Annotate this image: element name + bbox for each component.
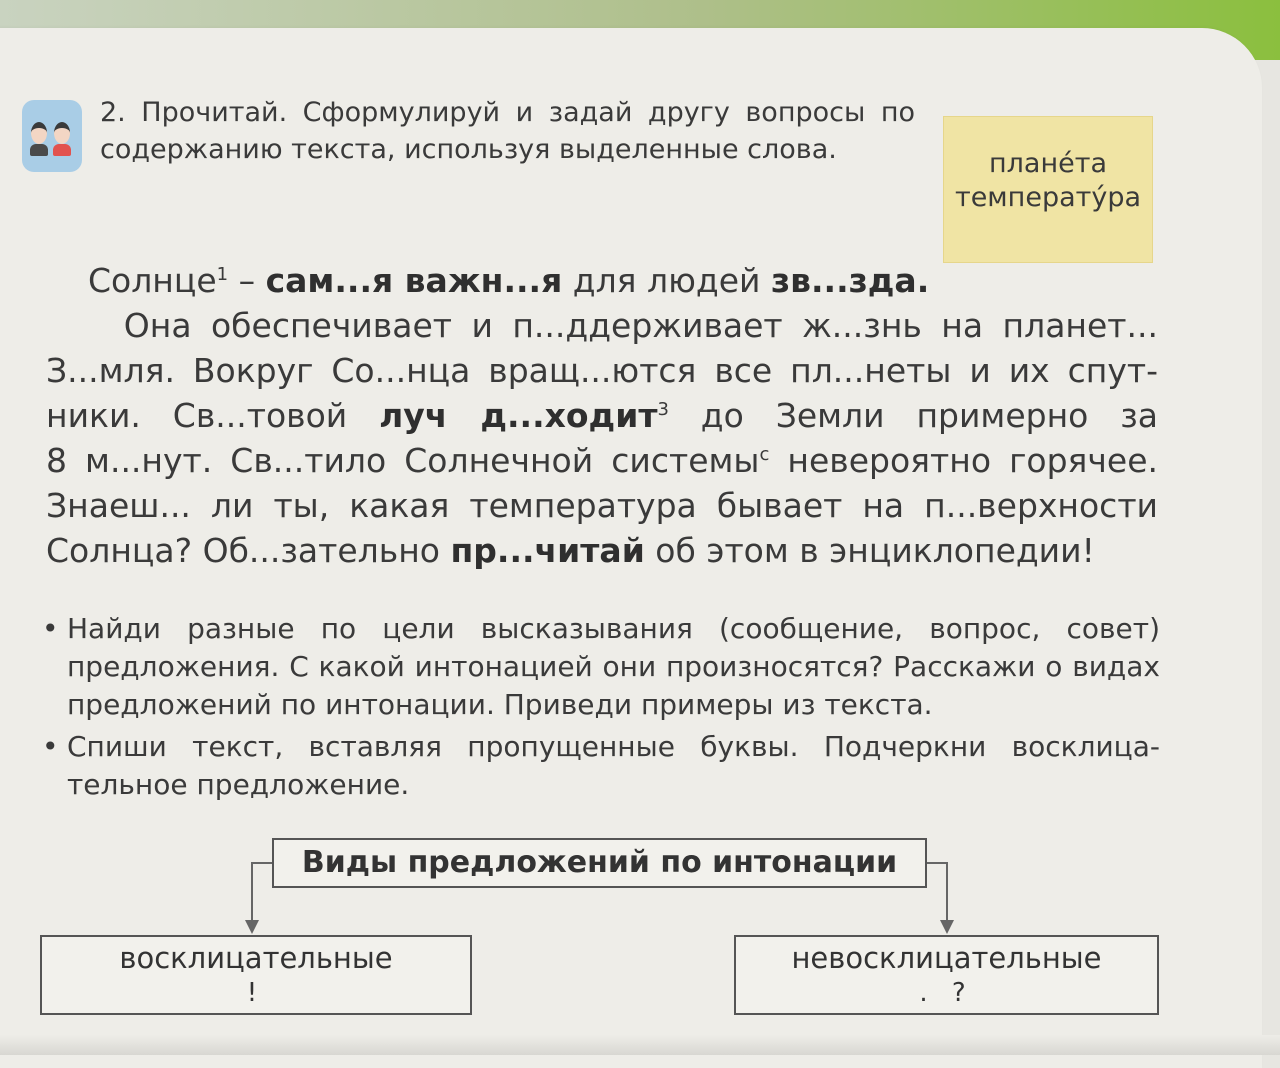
text-line-1: Солнце$^1$ – сам...я важн...я для людей зв...зда.	[87, 261, 930, 300]
vocab-word-temperature: температу́ра	[954, 182, 1142, 213]
highlighted-words: луч д...ходит	[379, 396, 658, 435]
highlighted-words: сам...я важн...я	[265, 261, 563, 300]
bullet-item: • Спиши текст, вставляя пропущенные буквы. Подчеркни восклица-тельное предложение.	[42, 730, 1160, 801]
text-line-5: 8 м...нут. Св...тило Солнечной системы$^с$ невероятно горячее.	[46, 441, 1159, 480]
non-exclamatory-box	[734, 935, 1159, 1015]
text-line-3: З...мля. Вокруг Со...нца вращ...ются все пл...неты и их спут-	[46, 351, 1158, 390]
exclamatory-mark: !	[246, 978, 266, 1008]
text-line-6: Знаеш... ли ты, какая температура бывает на п...верхности	[46, 486, 1158, 525]
highlighted-word: пр...читай	[450, 531, 645, 570]
page-bottom-edge	[0, 1035, 1280, 1055]
scheme-title: Виды предложений по интонации	[272, 838, 927, 888]
task-instruction: 2. Прочитай. Сформулируй и задай другу вопросы по содержанию текста, используя выделенные слова.	[100, 97, 915, 165]
highlighted-word: зв...зда.	[770, 261, 930, 300]
exclamatory-box	[40, 935, 472, 1015]
text-line-4: ники. Св...товой луч д...ходит$^3$ до Земли примерно за	[46, 396, 1158, 435]
non-exclamatory-marks: . ?	[919, 978, 974, 1008]
vocab-word-planet: плане́та	[989, 148, 1107, 179]
exclamatory-label: восклицательные	[119, 941, 393, 975]
text-line-2: Она обеспечивает и п...ддерживает ж...знь на планет...	[123, 306, 1158, 345]
bullet-item: • Найди разные по цели высказывания (сообщение, вопрос, совет) предложения. С какой интонацией они произносятся? Расскажи о видах предложений по интонации. Приведи примеры из текста.	[42, 612, 1160, 721]
non-exclamatory-label: невосклицательные	[791, 941, 1102, 975]
text-line-7: Солнца? Об...зательно пр...читай об этом в энциклопедии!	[46, 531, 1095, 570]
